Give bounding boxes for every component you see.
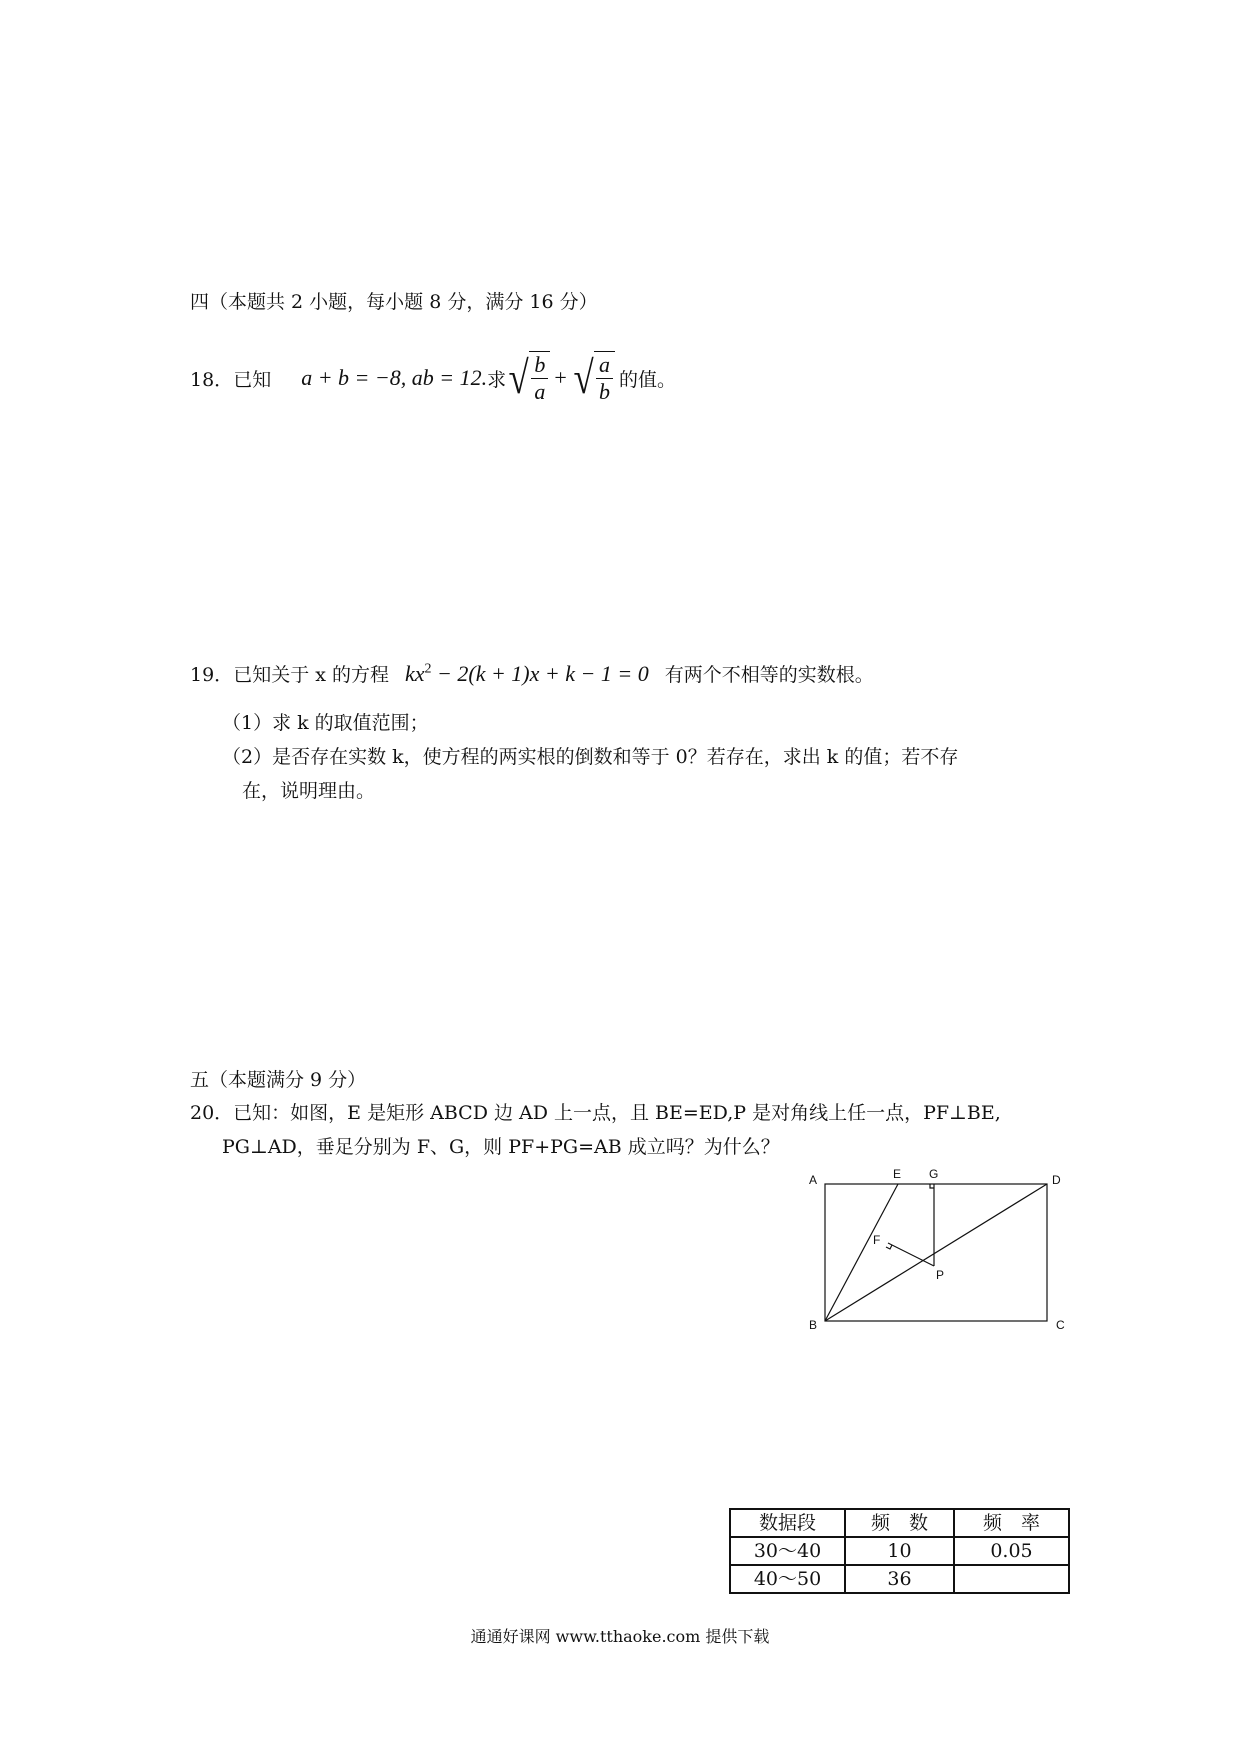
- q19-pre: 已知关于 x 的方程: [233, 664, 389, 686]
- plus-sign: +: [554, 365, 567, 390]
- q19-part-2-line-1: （2）是否存在实数 k，使方程的两实根的倒数和等于 0？若存在，求出 k 的值；若不存: [222, 746, 959, 768]
- header-frequency: 频 数: [845, 1509, 954, 1537]
- footer-download-note: 通通好课网 www.tthaoke.com 提供下载: [470, 1627, 770, 1646]
- eq-kx: kx: [404, 661, 425, 686]
- label-c: C: [1056, 1318, 1065, 1332]
- q18-condition: a + b = −8, ab = 12.: [301, 365, 488, 390]
- frac-denominator-b: b: [599, 379, 611, 404]
- table-row: [730, 1565, 1069, 1593]
- label-e: E: [893, 1168, 902, 1181]
- frac-denominator-a: a: [534, 379, 546, 404]
- table-header-row: [730, 1509, 1069, 1537]
- rectangle-figure: [800, 1168, 1080, 1336]
- q19-number: 19．: [190, 664, 234, 686]
- label-p: P: [936, 1268, 945, 1282]
- frequency-table: [729, 1508, 1070, 1594]
- eq-rest: − 2(k + 1)x + k − 1 = 0: [431, 661, 649, 686]
- q19-equation: [405, 661, 649, 687]
- label-b: B: [809, 1318, 818, 1332]
- segment-be: [825, 1184, 898, 1321]
- q18-ask: 求: [487, 368, 507, 391]
- table-cell: 30～40: [730, 1537, 845, 1565]
- eq-exponent: 2: [424, 661, 432, 677]
- q18-given: 已知: [233, 368, 272, 391]
- table-cell: 10: [845, 1537, 954, 1565]
- table-cell: 40～50: [730, 1565, 845, 1593]
- header-rate: 频 率: [954, 1509, 1069, 1537]
- q18-end: 的值。: [619, 368, 677, 391]
- diagonal-bd: [825, 1184, 1047, 1321]
- table-cell: 0.05: [954, 1537, 1069, 1565]
- q19-part-2-line-2: 在，说明理由。: [242, 780, 376, 802]
- q20-line-1: 20．已知：如图，E 是矩形 ABCD 边 AD 上一点，且 BE=ED,P 是对角线上任一点，PF⊥BE,: [190, 1102, 1001, 1124]
- header-data-range: 数据段: [730, 1509, 845, 1537]
- sqrt-b-over-a: √ $\frac{b}{a}$: [506, 351, 550, 405]
- table-row: [730, 1537, 1069, 1565]
- q20-line-2: PG⊥AD，垂足分别为 F、G，则 PF+PG=AB 成立吗？为什么？: [222, 1136, 780, 1158]
- table-cell: 36: [845, 1565, 954, 1593]
- question-19: [190, 660, 874, 687]
- label-a: A: [809, 1173, 818, 1187]
- section-5-heading: 五（本题满分 9 分）: [190, 1069, 367, 1091]
- section-4-heading: 四（本题共 2 小题，每小题 8 分，满分 16 分）: [190, 291, 598, 313]
- question-18: [190, 343, 676, 413]
- label-d: D: [1052, 1173, 1061, 1187]
- table-cell: [954, 1565, 1069, 1593]
- segment-pf: [888, 1243, 934, 1266]
- label-f: F: [873, 1233, 881, 1247]
- sqrt-a-over-b: √ $\frac{a}{b}$: [571, 351, 615, 405]
- frac-numerator-a: a: [596, 352, 613, 379]
- q19-post: 有两个不相等的实数根。: [664, 664, 874, 686]
- label-g: G: [929, 1168, 939, 1181]
- right-angle-mark-f: [886, 1245, 892, 1249]
- frac-numerator-b: b: [531, 352, 548, 379]
- q18-number: 18．: [190, 368, 234, 391]
- q19-part-1: （1）求 k 的取值范围；: [222, 712, 429, 734]
